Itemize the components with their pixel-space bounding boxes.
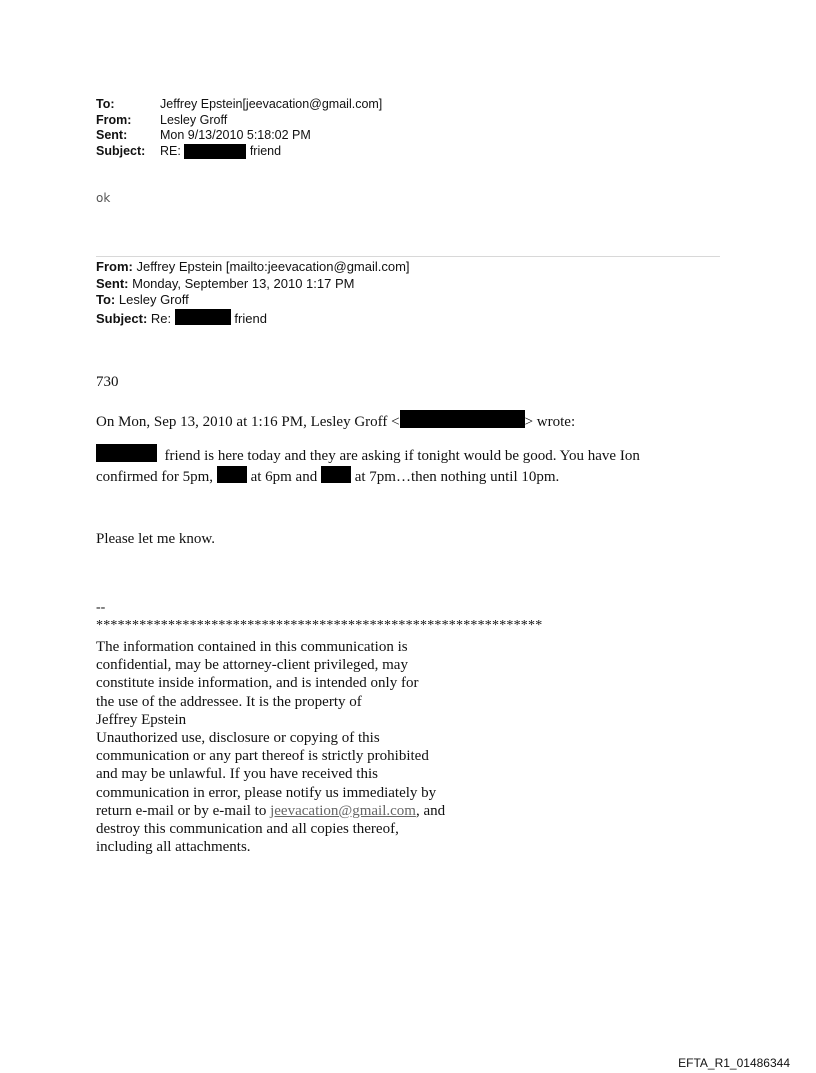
quote-intro (96, 410, 575, 431)
quote-intro-after: > wrote: (524, 414, 576, 430)
to-label: To: (96, 97, 115, 111)
disclaimer-line: destroy this communication and all copies thereof, (96, 821, 399, 838)
fwd-subject-prefix: Re: (150, 310, 172, 326)
fwd-subject-row (96, 309, 410, 328)
disclaimer-line: communication or any part thereof is strictly prohibited (96, 748, 429, 765)
fwd-sent-value: Monday, September 13, 2010 1:17 PM (132, 275, 355, 291)
fwd-sent-row (96, 276, 410, 293)
disclaimer-line: Unauthorized use, disclosure or copying of this (96, 730, 380, 747)
redaction-block (175, 309, 231, 325)
subject-label: Subject: (96, 143, 146, 158)
redaction-block (96, 444, 157, 462)
disclaimer-line: and may be unlawful. If you have received this (96, 766, 378, 783)
quoted-message (96, 444, 640, 486)
header-from-row (96, 113, 382, 129)
fwd-from-value: Jeffrey Epstein [mailto:jeevacation@gmail.com] (136, 259, 410, 274)
disclaimer-line: confidential, may be attorney-client privileged, may (96, 657, 408, 674)
fwd-to-label: To: (96, 292, 116, 307)
fwd-to-row (96, 292, 410, 309)
fwd-subject-suffix: friend (234, 310, 267, 326)
header-to-row (96, 97, 382, 113)
disclaimer-line: Jeffrey Epstein (96, 711, 187, 728)
header-sent-row (96, 128, 382, 144)
from-value: Lesley Groff (160, 112, 228, 127)
disclaimer-line: constitute inside information, and is intended only for (96, 675, 419, 692)
to-value: Jeffrey Epstein[jeevacation@gmail.com] (160, 97, 383, 111)
disclaimer-line: including all attachments. (96, 839, 251, 856)
redaction-block (321, 466, 351, 483)
redaction-block (400, 410, 525, 428)
email-header (96, 97, 382, 159)
header-subject-row (96, 144, 382, 160)
line2-b: at 6pm and (250, 468, 318, 485)
document-id: EFTA_R1_01486344 (678, 1056, 790, 1070)
redaction-block (184, 144, 246, 159)
sent-value: Mon 9/13/2010 5:18:02 PM (160, 128, 311, 142)
email-link[interactable]: jeevacation@gmail.com (270, 802, 416, 819)
fwd-from-row (96, 259, 410, 276)
line1-text: friend is here today and they are asking if tonight would be good. You have Ion (164, 448, 640, 464)
fwd-from-label: From: (96, 259, 133, 274)
disclaimer-text: , and (415, 802, 446, 819)
fwd-to-value: Lesley Groff (118, 292, 189, 307)
disclaimer-line-with-link (96, 802, 445, 820)
from-label: From: (96, 112, 132, 127)
fwd-sent-label: Sent: (96, 275, 129, 291)
quote-intro-before: On Mon, Sep 13, 2010 at 1:16 PM, Lesley Groff < (96, 414, 400, 430)
signature-stars: ************************************************************** (96, 618, 543, 633)
sent-label: Sent: (96, 128, 128, 142)
disclaimer-text: return e-mail or by e-mail to (96, 802, 271, 819)
disclaimer-line: The information contained in this communication is (96, 639, 408, 655)
disclaimer-line: the use of the addressee. It is the property of (96, 693, 362, 710)
redaction-block (217, 466, 247, 483)
quoted-line-2 (96, 466, 640, 487)
line2-a: confirmed for 5pm, (96, 468, 214, 485)
disclaimer-line: communication in error, please notify us immediately by (96, 784, 437, 801)
reply-text: ok (96, 191, 111, 205)
line2-c: at 7pm…then nothing until 10pm. (354, 468, 560, 485)
please-line: Please let me know. (96, 531, 215, 547)
signature-dashes: -- (96, 600, 106, 615)
disclaimer (96, 638, 445, 856)
message-number: 730 (96, 374, 119, 390)
quoted-line-1 (96, 444, 640, 466)
fwd-subject-label: Subject: (96, 310, 148, 326)
divider (96, 256, 720, 257)
subject-prefix: RE: (160, 143, 181, 158)
subject-suffix: friend (249, 143, 282, 158)
forwarded-header (96, 259, 410, 327)
